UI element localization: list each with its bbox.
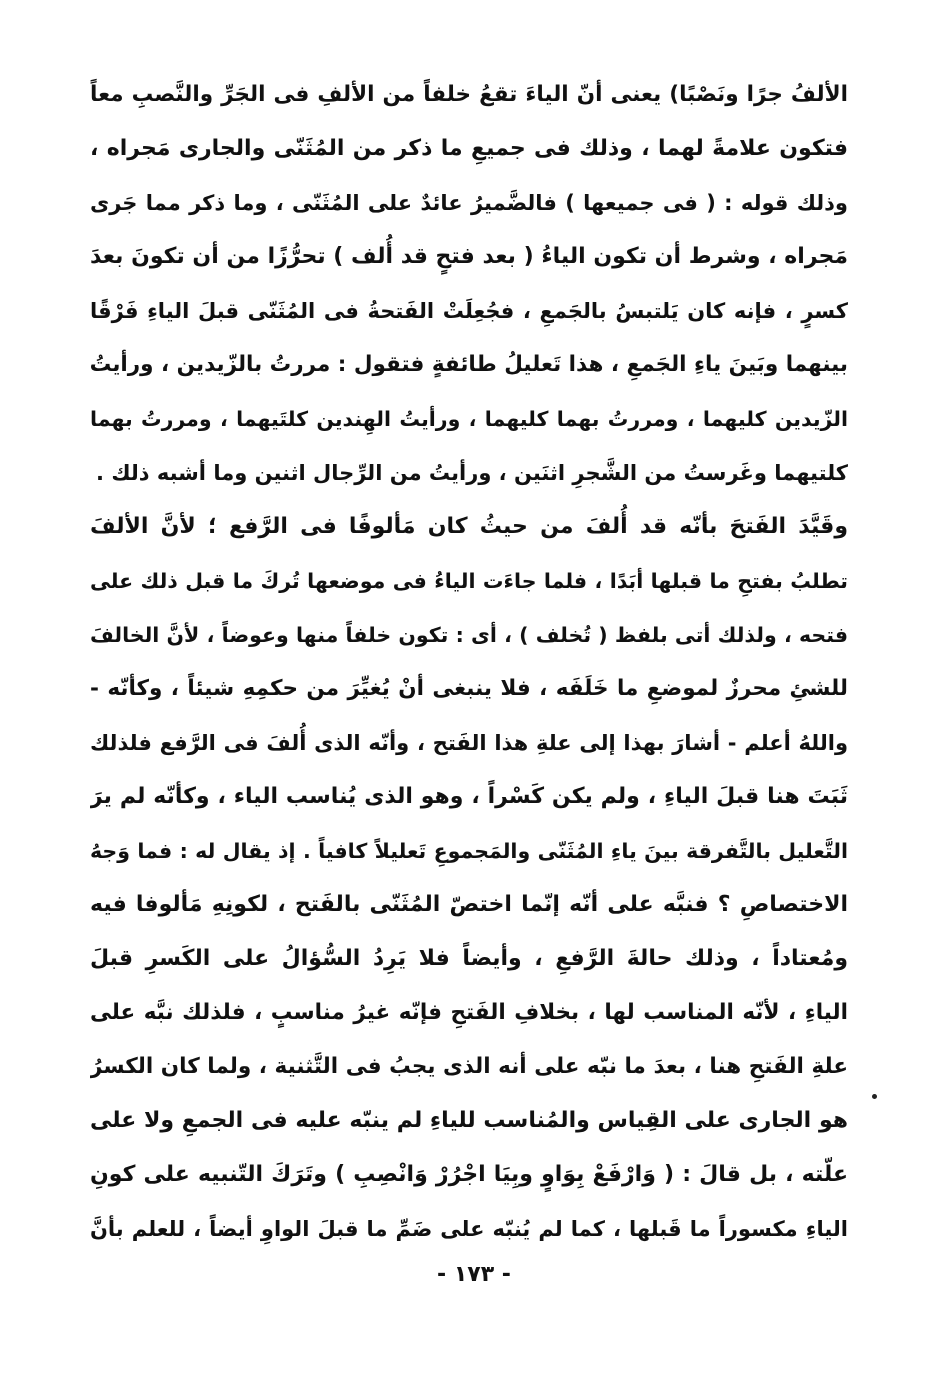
text-line: بينهما وبَينَ ياءِ الجَمعِ ، هذا تَعليلُ طائفةٍ فتقول : مررتُ بالزّيدين ، ورأيتُ bbox=[90, 352, 848, 377]
text-line: فتكون علامةً لهما ، وذلك فى جميعِ ما ذكر من المُثَنّى والجارى مَجراه ، bbox=[90, 136, 848, 161]
text-line: التَّعليل بالتَّفرقة بينَ ياءِ المُثَنّى والمَجموعِ تَعليلاً كافياً . إذ يقال له : فما وَجهُ bbox=[90, 839, 848, 863]
text-line: الياءِ ، لأنّه المناسب لها ، بخلافِ الفَتحِ فإنّه غيرُ مناسبٍ ، فلذلك نبَّه على bbox=[90, 1000, 848, 1025]
text-line: فتحه ، ولذلك أتى بلفظ ( تُخلف ) ، أى : تكون خلفاً منها وعوضاً ، لأنَّ الخالفَ bbox=[90, 623, 848, 647]
text-line: وقَيَّدَ الفَتحَ بأنّه قد أُلفَ من حيثُ كان مَألوفًا فى الرَّفع ؛ لأنَّ الألفَ bbox=[90, 514, 848, 539]
text-line: علةِ الفَتحِ هنا ، بعدَ ما نبّه على أنه الذى يجبُ فى التَّثنية ، ولما كان الكسرُ bbox=[90, 1054, 848, 1079]
text-line: الألفُ جرًا ونَصْبًا) يعنى أنّ الياءَ تقعُ خلفاً من الألفِ فى الجَرِّ والنَّصبِ معاً bbox=[90, 82, 848, 107]
paragraph-1 bbox=[90, 68, 848, 500]
text-line: تطلبُ بفتحِ ما قبلها أبَدًا ، فلما جاءَت الياءُ فى موضعها تُركَ ما قبل ذلك على bbox=[90, 569, 848, 593]
text-line: هو الجارى على القِياس والمُناسب للياءِ لم ينبّه عليه فى الجمعِ ولا على bbox=[90, 1108, 848, 1133]
text-line: الياءِ مكسوراً ما قَبلها ، كما لم يُنبّه على ضَمِّ ما قبلَ الواوِ أيضاً ، للعلم بأنَّ bbox=[90, 1217, 848, 1241]
text-line: للشئِ محرزٌ لموضعِ ما خَلَفَه ، فلا ينبغى أنْ يُغيِّرَ من حكمِهِ شيئاً ، وكأنّه - bbox=[90, 676, 848, 701]
text-line: الاختصاصِ ؟ فنبَّه على أنّه إنّما اختصّ المُثَنّى بالفَتح ، لكونِهِ مَألوفا فيه bbox=[90, 892, 848, 917]
text-line: الزّيدين كليهما ، ومررتُ بهما كليهما ، ورأيتُ الهِندين كلتَيهما ، ومررتُ بهما bbox=[90, 407, 848, 431]
text-line: واللهُ أعلم - أشارَ بهذا إلى علةِ هذا الفَتح ، وأنّه الذى أُلفَ فى الرَّفع فلذلك bbox=[90, 731, 848, 755]
text-line: كلتيهما وغَرستُ من الشَّجرِ اثنَين ، ورأيتُ من الرِّجال اثنين وما أشبه ذلك . bbox=[96, 461, 848, 485]
scan-artifact-dot bbox=[872, 1094, 877, 1099]
paragraph-2 bbox=[90, 500, 848, 1256]
text-line: ومُعتاداً ، وذلك حالةَ الرَّفعِ ، وأيضاً فلا يَرِدُ السُّؤالُ على الكَسرِ قبلَ bbox=[90, 946, 848, 971]
text-line: كسرٍ ، فإنه كان يَلتبسُ بالجَمعِ ، فجُعِلَتْ الفَتحةُ فى المُثَنّى قبلَ الياءِ فَرْقًا bbox=[90, 299, 848, 323]
text-line: علّته ، بل قالَ : ( وَارْفَعْ بِوَاوٍ وبِيَا اجْرُرْ وَانْصِبِ ) وتَرَكَ التّنبيه على كونِ bbox=[90, 1162, 848, 1187]
text-line: ثَبَتَ هنا قبلَ الياءِ ، ولم يكن كَسْراً ، وهو الذى يُناسب الياء ، وكأنّه لم يرَ bbox=[90, 784, 848, 809]
page-number: - ١٧٣ - bbox=[437, 1262, 511, 1287]
text-line: وذلك قوله : ( فى جميعها ) فالضَّميرُ عائدٌ على المُثَنّى ، وما ذكر مما جَرى bbox=[90, 191, 848, 215]
text-line: مَجراه ، وشرط أن تكون الياءُ ( بعد فتحٍ قد أُلف ) تحرُّزًا من أن تكونَ بعدَ bbox=[90, 244, 848, 269]
